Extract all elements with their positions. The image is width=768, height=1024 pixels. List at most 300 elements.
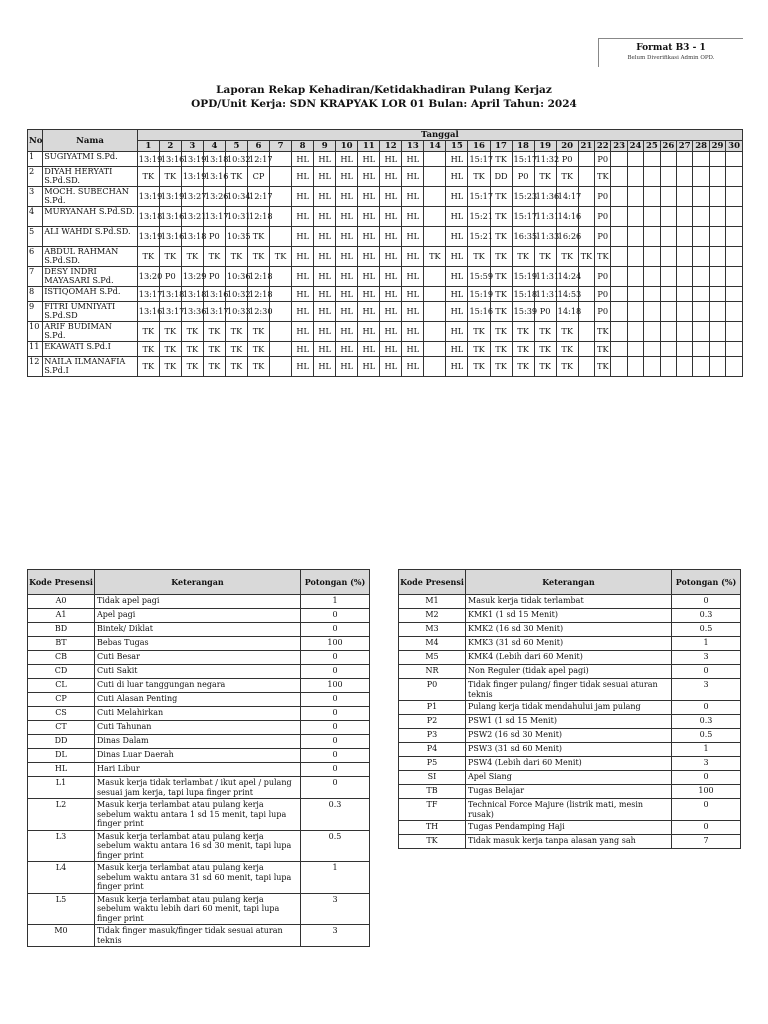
attendance-cell xyxy=(627,342,643,357)
legend-desc: KMK4 (Lebih dari 60 Menit) xyxy=(466,651,672,665)
attendance-cell xyxy=(627,207,643,227)
attendance-cell: TK xyxy=(247,342,269,357)
attendance-cell: TK xyxy=(181,322,203,342)
table-row xyxy=(28,287,743,302)
attendance-cell: TK xyxy=(595,167,611,187)
legend-code: L2 xyxy=(28,799,95,831)
attendance-table xyxy=(27,129,743,377)
attendance-cell: HL xyxy=(314,322,336,342)
verification-note: Belum Diverifikasi Admin OPD. xyxy=(627,55,715,61)
table-row xyxy=(28,342,743,357)
attendance-cell: TK xyxy=(468,247,490,267)
attendance-cell: 11:31 xyxy=(534,287,556,302)
attendance-cell: P0 xyxy=(534,302,556,322)
attendance-cell xyxy=(270,207,292,227)
legend-desc: KMK3 (31 sd 60 Menit) xyxy=(466,637,672,651)
row-number: 12 xyxy=(28,357,43,377)
attendance-cell: TK xyxy=(556,357,578,377)
legend-pct: 1 xyxy=(672,743,741,757)
legend-pct: 0 xyxy=(301,623,370,637)
legend-pct: 0.5 xyxy=(672,729,741,743)
attendance-cell: 13:18 xyxy=(137,207,159,227)
legend-row xyxy=(28,623,370,637)
attendance-cell xyxy=(660,187,676,207)
attendance-cell xyxy=(660,302,676,322)
header-name: Nama xyxy=(43,130,138,152)
attendance-cell xyxy=(270,302,292,322)
attendance-cell xyxy=(424,207,446,227)
legend-desc: Dinas Luar Daerah xyxy=(95,749,301,763)
attendance-cell: HL xyxy=(402,152,424,167)
attendance-cell: TK xyxy=(490,287,512,302)
attendance-cell: HL xyxy=(336,322,358,342)
attendance-cell: P0 xyxy=(512,167,534,187)
legend-pct: 0.3 xyxy=(672,609,741,623)
attendance-cell: TK xyxy=(247,357,269,377)
legend-row xyxy=(399,623,741,637)
attendance-cell: P0 xyxy=(595,267,611,287)
attendance-body xyxy=(28,152,743,377)
legend-row xyxy=(28,693,370,707)
attendance-cell xyxy=(644,247,660,267)
attendance-cell: HL xyxy=(292,267,314,287)
attendance-cell: 13:16 xyxy=(159,227,181,247)
legend-desc: Tidak apel pagi xyxy=(95,595,301,609)
day-header: 16 xyxy=(468,141,490,152)
attendance-cell: TK xyxy=(595,342,611,357)
attendance-cell: TK xyxy=(468,167,490,187)
attendance-cell: 14:16 xyxy=(556,207,578,227)
attendance-cell xyxy=(660,152,676,167)
attendance-cell: TK xyxy=(512,247,534,267)
attendance-cell: HL xyxy=(292,247,314,267)
attendance-cell xyxy=(611,227,627,247)
attendance-cell: TK xyxy=(490,357,512,377)
attendance-cell xyxy=(693,152,709,167)
attendance-cell: TK xyxy=(181,342,203,357)
day-header: 17 xyxy=(490,141,512,152)
attendance-cell xyxy=(677,187,693,207)
attendance-cell xyxy=(726,167,743,187)
attendance-cell: HL xyxy=(358,247,380,267)
attendance-cell xyxy=(660,167,676,187)
attendance-cell: 13:36 xyxy=(181,302,203,322)
attendance-cell xyxy=(660,247,676,267)
legend-desc: Cuti Melahirkan xyxy=(95,707,301,721)
legend-pct: 0 xyxy=(301,749,370,763)
legend-row xyxy=(399,729,741,743)
attendance-cell: 12:30 xyxy=(247,302,269,322)
legend-code: P1 xyxy=(399,701,466,715)
attendance-cell: HL xyxy=(358,287,380,302)
legend-code: L1 xyxy=(28,777,95,799)
legend-code: P0 xyxy=(399,679,466,701)
attendance-cell: TK xyxy=(534,322,556,342)
attendance-cell: 15:23 xyxy=(512,187,534,207)
attendance-cell: HL xyxy=(336,357,358,377)
attendance-cell xyxy=(644,152,660,167)
legend-row xyxy=(28,925,370,947)
legend-row xyxy=(28,595,370,609)
attendance-cell: TK xyxy=(225,357,247,377)
attendance-cell: 13:21 xyxy=(181,207,203,227)
attendance-cell: TK xyxy=(270,247,292,267)
attendance-cell: HL xyxy=(402,247,424,267)
attendance-cell: HL xyxy=(446,247,468,267)
attendance-cell: 13:19 xyxy=(159,187,181,207)
employee-name: SUGIYATMI S.Pd. xyxy=(43,152,138,167)
attendance-cell xyxy=(693,357,709,377)
attendance-cell: 10:34 xyxy=(225,187,247,207)
attendance-cell xyxy=(424,342,446,357)
attendance-cell xyxy=(693,322,709,342)
attendance-cell: TK xyxy=(490,342,512,357)
attendance-cell xyxy=(677,322,693,342)
legend-pct: 0 xyxy=(672,701,741,715)
attendance-cell: HL xyxy=(380,322,402,342)
legend-row xyxy=(399,743,741,757)
legend-desc: Cuti di luar tanggungan negara xyxy=(95,679,301,693)
attendance-cell: TK xyxy=(225,322,247,342)
attendance-cell xyxy=(424,227,446,247)
legend-code: L3 xyxy=(28,830,95,862)
attendance-cell xyxy=(644,227,660,247)
attendance-cell: TK xyxy=(556,342,578,357)
attendance-cell xyxy=(270,227,292,247)
employee-name: MURYANAH S.Pd.SD. xyxy=(43,207,138,227)
attendance-cell: TK xyxy=(490,227,512,247)
attendance-cell xyxy=(627,287,643,302)
legend-code: A0 xyxy=(28,595,95,609)
legend-code: M4 xyxy=(399,637,466,651)
attendance-cell xyxy=(578,322,594,342)
attendance-cell xyxy=(709,287,725,302)
attendance-cell: 11:33 xyxy=(534,227,556,247)
attendance-cell xyxy=(693,267,709,287)
day-header: 18 xyxy=(512,141,534,152)
attendance-cell: TK xyxy=(595,357,611,377)
row-number: 10 xyxy=(28,322,43,342)
legend-code: TB xyxy=(399,785,466,799)
attendance-cell: HL xyxy=(446,207,468,227)
legend-code: L4 xyxy=(28,862,95,894)
legend-code: DD xyxy=(28,735,95,749)
attendance-cell: TK xyxy=(595,247,611,267)
legend-row xyxy=(28,799,370,831)
attendance-cell: HL xyxy=(358,167,380,187)
legend-code: CL xyxy=(28,679,95,693)
day-header: 12 xyxy=(380,141,402,152)
legend-code: M0 xyxy=(28,925,95,947)
attendance-cell: 15:21 xyxy=(468,227,490,247)
attendance-cell xyxy=(726,287,743,302)
attendance-cell: 13:29 xyxy=(181,267,203,287)
attendance-cell: 15:18 xyxy=(512,287,534,302)
legend-desc: Tidak masuk kerja tanpa alasan yang sah xyxy=(466,835,672,849)
attendance-cell: TK xyxy=(490,187,512,207)
attendance-cell: TK xyxy=(468,342,490,357)
attendance-cell: HL xyxy=(380,247,402,267)
legend-pct: 100 xyxy=(301,679,370,693)
attendance-cell: 13:16 xyxy=(203,167,225,187)
attendance-cell xyxy=(726,342,743,357)
attendance-cell: HL xyxy=(380,267,402,287)
legend-desc: Cuti Sakit xyxy=(95,665,301,679)
attendance-cell: TK xyxy=(534,342,556,357)
attendance-cell: HL xyxy=(336,187,358,207)
attendance-cell: CP xyxy=(247,167,269,187)
legend-pct: 3 xyxy=(672,757,741,771)
legend-code: DL xyxy=(28,749,95,763)
legend-row xyxy=(399,715,741,729)
attendance-cell: HL xyxy=(358,342,380,357)
attendance-cell: HL xyxy=(314,357,336,377)
attendance-cell: TK xyxy=(137,322,159,342)
attendance-cell: 16:26 xyxy=(556,227,578,247)
attendance-cell xyxy=(424,357,446,377)
attendance-cell xyxy=(644,207,660,227)
legend-pct: 0.3 xyxy=(672,715,741,729)
legend-pct: 3 xyxy=(301,893,370,925)
day-header: 1 xyxy=(137,141,159,152)
attendance-cell: HL xyxy=(446,167,468,187)
attendance-cell: P0 xyxy=(595,287,611,302)
day-header: 23 xyxy=(611,141,627,152)
attendance-cell: 13:18 xyxy=(159,287,181,302)
legend-pct: 1 xyxy=(672,637,741,651)
legend-row xyxy=(28,651,370,665)
legend-row xyxy=(399,637,741,651)
attendance-cell: HL xyxy=(358,302,380,322)
attendance-cell xyxy=(578,152,594,167)
attendance-cell xyxy=(270,187,292,207)
attendance-cell: HL xyxy=(446,152,468,167)
attendance-cell: HL xyxy=(314,207,336,227)
attendance-cell: HL xyxy=(314,187,336,207)
legend-desc: Technical Force Majure (listrik mati, mesin rusak) xyxy=(466,799,672,821)
attendance-cell: TK xyxy=(468,357,490,377)
attendance-cell: HL xyxy=(314,167,336,187)
attendance-cell xyxy=(578,357,594,377)
attendance-cell xyxy=(611,207,627,227)
day-header: 20 xyxy=(556,141,578,152)
attendance-cell: HL xyxy=(336,287,358,302)
legend-desc: Masuk kerja terlambat atau pulang kerja sebelum waktu antara 1 sd 15 menit, tapi lupa finger print xyxy=(95,799,301,831)
attendance-cell xyxy=(726,227,743,247)
attendance-cell xyxy=(677,267,693,287)
attendance-cell: HL xyxy=(380,302,402,322)
employee-name: EKAWATI S.Pd.I xyxy=(43,342,138,357)
legend-desc: Masuk kerja tidak terlambat xyxy=(466,595,672,609)
attendance-cell: TK xyxy=(203,247,225,267)
legend-desc: PSW2 (16 sd 30 Menit) xyxy=(466,729,672,743)
attendance-cell: TK xyxy=(203,322,225,342)
attendance-cell: HL xyxy=(402,302,424,322)
legend-code: P3 xyxy=(399,729,466,743)
attendance-cell xyxy=(677,247,693,267)
legend-row xyxy=(28,777,370,799)
attendance-cell xyxy=(677,167,693,187)
legend-pct: 0 xyxy=(301,763,370,777)
legend-desc: Bebas Tugas xyxy=(95,637,301,651)
format-code: Format B3 - 1 xyxy=(636,43,706,53)
legend-code: L5 xyxy=(28,893,95,925)
legend-header-code: Kode Presensi xyxy=(399,570,466,595)
attendance-cell: TK xyxy=(203,342,225,357)
attendance-cell xyxy=(709,322,725,342)
attendance-cell: 15:59 xyxy=(468,267,490,287)
day-header: 8 xyxy=(292,141,314,152)
attendance-cell: 13:20 xyxy=(137,267,159,287)
legend-row xyxy=(28,893,370,925)
attendance-cell: P0 xyxy=(159,267,181,287)
attendance-cell xyxy=(611,322,627,342)
attendance-cell xyxy=(424,322,446,342)
attendance-cell xyxy=(270,267,292,287)
legend-row xyxy=(28,637,370,651)
attendance-cell xyxy=(693,167,709,187)
legend-desc: PSW3 (31 sd 60 Menit) xyxy=(466,743,672,757)
attendance-cell: TK xyxy=(137,247,159,267)
legend-table-left xyxy=(27,569,370,947)
attendance-cell: TK xyxy=(556,322,578,342)
legend-code: P4 xyxy=(399,743,466,757)
legend-desc: Cuti Besar xyxy=(95,651,301,665)
attendance-cell: HL xyxy=(314,247,336,267)
attendance-cell xyxy=(660,322,676,342)
attendance-cell xyxy=(726,302,743,322)
attendance-cell: 13:27 xyxy=(181,187,203,207)
attendance-cell xyxy=(660,357,676,377)
attendance-cell: 15:17 xyxy=(512,152,534,167)
attendance-cell: HL xyxy=(380,357,402,377)
attendance-cell: P0 xyxy=(556,152,578,167)
day-header: 29 xyxy=(709,141,725,152)
attendance-cell xyxy=(726,207,743,227)
legend-row xyxy=(28,665,370,679)
day-header: 11 xyxy=(358,141,380,152)
attendance-cell: 10:32 xyxy=(225,152,247,167)
attendance-cell xyxy=(644,357,660,377)
attendance-cell: HL xyxy=(358,227,380,247)
legend-row xyxy=(399,835,741,849)
row-number: 11 xyxy=(28,342,43,357)
attendance-cell: HL xyxy=(292,187,314,207)
attendance-cell: P0 xyxy=(595,187,611,207)
attendance-cell: 14:18 xyxy=(556,302,578,322)
attendance-cell: 13:26 xyxy=(203,187,225,207)
attendance-cell xyxy=(627,302,643,322)
attendance-cell: 15:39 xyxy=(512,302,534,322)
day-header: 30 xyxy=(726,141,743,152)
legend-pct: 100 xyxy=(672,785,741,799)
legend-pct: 100 xyxy=(301,637,370,651)
attendance-cell xyxy=(270,357,292,377)
legend-pct: 0.5 xyxy=(672,623,741,637)
attendance-cell xyxy=(578,167,594,187)
legend-row xyxy=(399,595,741,609)
legend-pct: 0 xyxy=(301,651,370,665)
attendance-cell xyxy=(709,357,725,377)
legend-header-pct: Potongan (%) xyxy=(672,570,741,595)
legend-desc: KMK1 (1 sd 15 Menit) xyxy=(466,609,672,623)
legend-desc: Cuti Tahunan xyxy=(95,721,301,735)
legend-row xyxy=(28,707,370,721)
attendance-cell: TK xyxy=(556,167,578,187)
day-header: 27 xyxy=(677,141,693,152)
attendance-cell: 12:17 xyxy=(247,152,269,167)
attendance-cell: 13:16 xyxy=(137,302,159,322)
attendance-cell: HL xyxy=(402,227,424,247)
attendance-cell: HL xyxy=(292,357,314,377)
attendance-cell xyxy=(677,357,693,377)
attendance-cell xyxy=(709,247,725,267)
attendance-cell: 13:17 xyxy=(203,302,225,322)
attendance-cell: TK xyxy=(159,167,181,187)
attendance-cell xyxy=(644,187,660,207)
attendance-cell: HL xyxy=(336,342,358,357)
attendance-cell xyxy=(709,267,725,287)
attendance-cell xyxy=(611,357,627,377)
attendance-cell: HL xyxy=(380,167,402,187)
attendance-cell: HL xyxy=(402,187,424,207)
attendance-cell: TK xyxy=(490,207,512,227)
attendance-cell xyxy=(644,302,660,322)
attendance-cell xyxy=(611,287,627,302)
legend-code: NR xyxy=(399,665,466,679)
attendance-cell: TK xyxy=(137,357,159,377)
attendance-cell xyxy=(611,187,627,207)
attendance-cell: HL xyxy=(402,357,424,377)
format-box xyxy=(598,38,743,67)
legend-desc: Masuk kerja terlambat atau pulang kerja sebelum waktu lebih dari 60 menit, tapi lupa finger print xyxy=(95,893,301,925)
day-header: 4 xyxy=(203,141,225,152)
attendance-cell xyxy=(644,267,660,287)
legend-desc: KMK2 (16 sd 30 Menit) xyxy=(466,623,672,637)
attendance-cell xyxy=(709,227,725,247)
attendance-cell xyxy=(677,287,693,302)
attendance-cell xyxy=(424,302,446,322)
attendance-cell: TK xyxy=(534,167,556,187)
attendance-cell xyxy=(677,302,693,322)
attendance-cell xyxy=(644,287,660,302)
legend-desc: Masuk kerja tidak terlambat / ikut apel / pulang sesuai jam kerja, tapi lupa finger print xyxy=(95,777,301,799)
attendance-cell xyxy=(677,152,693,167)
attendance-cell: HL xyxy=(314,302,336,322)
attendance-cell: HL xyxy=(358,322,380,342)
day-header: 21 xyxy=(578,141,594,152)
attendance-cell: TK xyxy=(225,167,247,187)
legend-pct: 0.3 xyxy=(301,799,370,831)
legend-code: BD xyxy=(28,623,95,637)
employee-name: ISTIQOMAH S.Pd. xyxy=(43,287,138,302)
attendance-cell xyxy=(611,152,627,167)
legend-desc: PSW4 (Lebih dari 60 Menit) xyxy=(466,757,672,771)
day-header: 19 xyxy=(534,141,556,152)
legend-code: BT xyxy=(28,637,95,651)
table-row xyxy=(28,187,743,207)
attendance-cell: HL xyxy=(292,167,314,187)
attendance-cell: HL xyxy=(380,287,402,302)
attendance-cell xyxy=(578,342,594,357)
attendance-cell: HL xyxy=(446,357,468,377)
attendance-cell: HL xyxy=(292,227,314,247)
legend-desc: Tugas Belajar xyxy=(466,785,672,799)
attendance-cell: HL xyxy=(380,227,402,247)
attendance-cell: 13:16 xyxy=(159,152,181,167)
legend-pct: 3 xyxy=(672,679,741,701)
attendance-cell: HL xyxy=(314,342,336,357)
